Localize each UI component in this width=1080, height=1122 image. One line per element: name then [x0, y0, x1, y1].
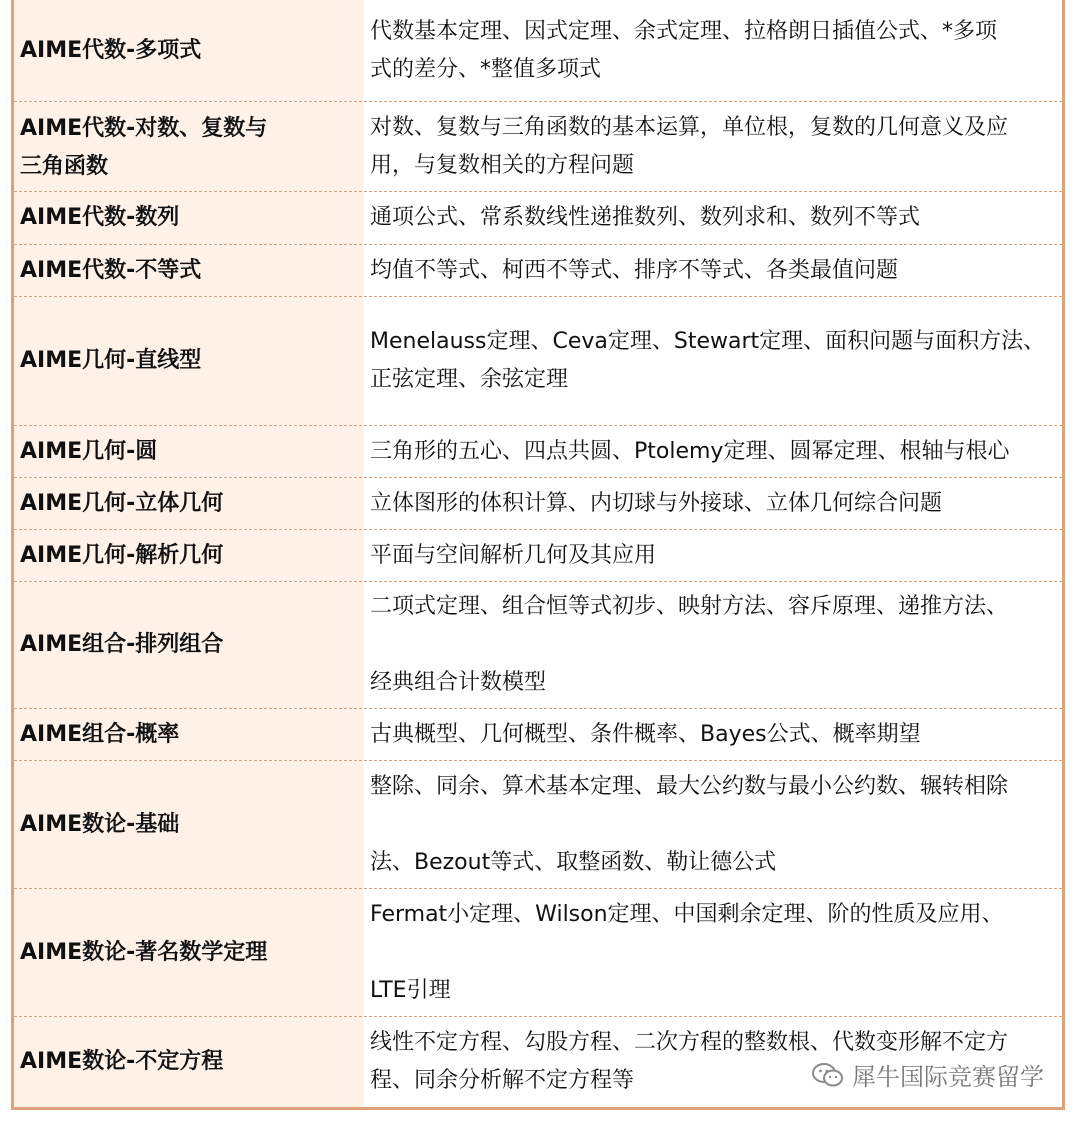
- topic-content: [364, 102, 1062, 191]
- content-line: 整除、同余、算术基本定理、最大公约数与最小公约数、辗转相除: [370, 773, 1009, 799]
- content-line: 代数基本定理、因式定理、余式定理、拉格朗日插值公式、*多项: [370, 18, 998, 44]
- topic-label: AIME组合-排列组合: [14, 582, 364, 708]
- topic-content: [364, 426, 1062, 477]
- topic-content: [364, 761, 1062, 888]
- content-line: 三角形的五心、四点共圆、Ptolemy定理、圆幂定理、根轴与根心: [370, 438, 1010, 464]
- content-line: 用，与复数相关的方程问题: [370, 152, 635, 178]
- topic-content: [364, 478, 1062, 529]
- topic-content: [364, 297, 1062, 425]
- table-row: [14, 245, 1062, 297]
- content-line: 立体图形的体积计算、内切球与外接球、立体几何综合问题: [370, 490, 943, 516]
- topics-table: [11, 0, 1065, 1110]
- topic-content: [364, 709, 1062, 760]
- topic-content: [364, 245, 1062, 296]
- table-row: [14, 102, 1062, 192]
- content-line: Fermat小定理、Wilson定理、中国剩余定理、阶的性质及应用、: [370, 901, 1004, 927]
- content-line: 法、Bezout等式、取整函数、勒让德公式: [370, 849, 777, 875]
- watermark: [812, 1057, 1044, 1092]
- topic-content: [364, 0, 1062, 101]
- topic-label: AIME组合-概率: [14, 709, 364, 760]
- topic-label: AIME代数-不等式: [14, 245, 364, 296]
- table-row: [14, 0, 1062, 102]
- table-row: [14, 709, 1062, 761]
- content-line: 二项式定理、组合恒等式初步、映射方法、容斥原理、递推方法、: [370, 594, 1009, 619]
- content-line: 程、同余分析解不定方程等: [370, 1068, 635, 1093]
- table-row: [14, 192, 1062, 245]
- topic-label: AIME代数-多项式: [14, 0, 364, 101]
- topic-content: [364, 582, 1062, 708]
- table-row: [14, 297, 1062, 426]
- table-row: [14, 761, 1062, 889]
- topic-content: [364, 192, 1062, 244]
- topic-label: AIME数论-不定方程: [14, 1017, 364, 1107]
- table-row: [14, 530, 1062, 582]
- content-line: 平面与空间解析几何及其应用: [370, 542, 657, 568]
- content-line: LTE引理: [370, 977, 451, 1003]
- topic-label: AIME代数-数列: [14, 192, 364, 244]
- table-row: [14, 478, 1062, 530]
- topic-content: [364, 889, 1062, 1016]
- content-line: 古典概型、几何概型、条件概率、Bayes公式、概率期望: [370, 721, 921, 747]
- content-line: Menelauss定理、Ceva定理、Stewart定理、面积问题与面积方法、: [370, 329, 1046, 354]
- topic-label: AIME几何-立体几何: [14, 478, 364, 529]
- content-line: 均值不等式、柯西不等式、排序不等式、各类最值问题: [370, 257, 899, 283]
- content-line: 通项公式、常系数线性递推数列、数列求和、数列不等式: [370, 205, 921, 230]
- topic-content: [364, 530, 1062, 581]
- topic-label: AIME几何-圆: [14, 426, 364, 477]
- table-row: [14, 582, 1062, 709]
- content-line: 式的差分、*整值多项式: [370, 56, 602, 82]
- watermark-text: 犀牛国际竞赛留学: [852, 1063, 1044, 1091]
- content-line: 线性不定方程、勾股方程、二次方程的整数根、代数变形解不定方: [370, 1030, 1009, 1055]
- table-row: [14, 889, 1062, 1017]
- topic-label: AIME数论-基础: [14, 761, 364, 888]
- content-line: 经典组合计数模型: [370, 670, 547, 695]
- topic-label: AIME几何-解析几何: [14, 530, 364, 581]
- content-line: 对数、复数与三角函数的基本运算，单位根，复数的几何意义及应: [370, 114, 1009, 140]
- wechat-icon: [812, 1062, 844, 1088]
- topic-label: AIME代数-对数、复数与 三角函数: [14, 102, 364, 191]
- table-row: [14, 426, 1062, 478]
- topic-label: AIME几何-直线型: [14, 297, 364, 425]
- content-line: 正弦定理、余弦定理: [370, 367, 569, 392]
- topic-label: AIME数论-著名数学定理: [14, 889, 364, 1016]
